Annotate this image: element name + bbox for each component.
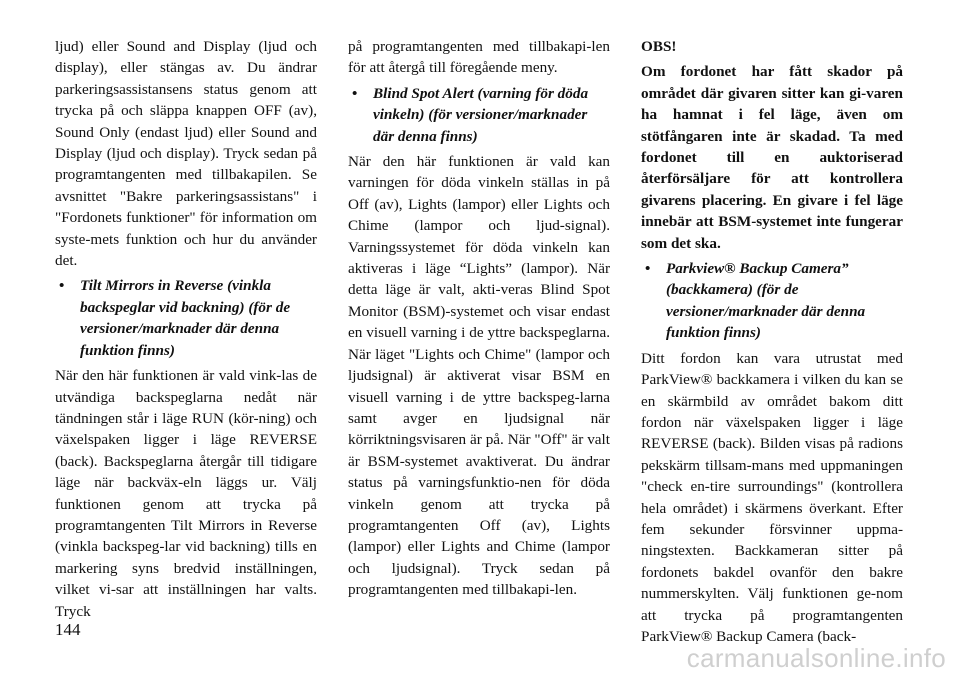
paragraph-parking-assist: ljud) eller Sound and Display (ljud och display), eller stängas av. Du ändrar parkeringsassistansens status genom att trycka på och släppa knappen OFF (av), Sound Only (endast ljud) eller Sound and Display (ljud och display). Tryck sedan på programtangenten med tillbakapilen. Se avsnittet "Bakre parkeringsassistans" i "Fordonets funktioner" för information om syste-mets funktion och hur du använder det. — [55, 38, 317, 270]
bullet-dot: • — [59, 277, 65, 295]
paragraph-parkview: Ditt fordon kan vara utrustat med ParkView® backkamera i vilken du kan se en skärmbild av området bakom ditt fordon när växelspaken ligger i läge REVERSE (back). Bilden visas på radions pekskärm tillsam-mans med uppmaningen "check en-tire surroundings" (kontrollera hela området) i skärmens överkant. Efter fem sekunder försvinner uppma-ningstexten. Backkameran sitter på fordonets bakdel ovanför den bakre nummerskylten. Välj funktionen ge-nom att trycka på programtangenten ParkView® Backup Camera (back- — [641, 349, 903, 645]
bullet-parkview-camera — [641, 258, 903, 344]
page-number: 144 — [55, 620, 81, 639]
text-column-2 — [348, 36, 610, 601]
paragraph-tilt-mirrors: När den här funktionen är vald vink-las de utvändiga backspeglarna nedåt när tändningen står i läge RUN (kör-ning) och växelspaken ligger i läge REVERSE (back). Backspeglarna återgår till tidigare läge när backväx-eln läggs ur. Välj funktionen genom att trycka på programtangenten Tilt Mirrors in Reverse (vinkla backspeg-lar vid backning) tills en markering syns bredvid inställningen, vilket vi-sar att inställningen har valts. Tryck — [55, 367, 317, 620]
bullet-heading-parkview: Parkview® Backup Camera” (backkamera) (för de versioner/marknader där denna funktion finns) — [666, 260, 866, 342]
text-column-3 — [641, 36, 903, 647]
paragraph-back-menu: på programtangenten med tillbakapi-len för att återgå till föregående meny. — [348, 38, 610, 77]
notice-text: Om fordonet har fått skador på området där givaren sitter kan gi-varen ha hamnat i fel läge, även om stötfångaren inte är skadad. Ta med fordonet till en auktoriserad återförsäljare för att kontrollera givarens placering. En givare i fel läge innebär att BSM-systemet inte fungerar som det ska. — [641, 63, 903, 252]
text-column-1 — [55, 36, 317, 622]
bullet-blind-spot-alert — [348, 83, 610, 147]
bullet-heading-blind-spot: Blind Spot Alert (varning för döda vinkeln) (för versioner/marknader där denna finns) — [373, 84, 589, 145]
bullet-dot: • — [645, 260, 651, 278]
bullet-dot: • — [352, 84, 358, 102]
bullet-heading-tilt-mirrors: Tilt Mirrors in Reverse (vinkla backspeglar vid backning) (för de versioner/marknader där denna funktion finns) — [80, 277, 291, 359]
watermark: carmanualsonline.info — [686, 643, 946, 673]
notice-title: OBS! — [641, 38, 677, 55]
paragraph-blind-spot: När den här funktionen är vald kan varningen för döda vinkeln ställas in på Off (av), Lights (lampor) eller Lights och Chime (lampor och ljud-signal). Varningssystemet för döda vinkeln kan aktiveras i läge “Lights” (lampor). När detta läge är valt, akti-veras Blind Spot Monitor (BSM)-systemet och visar endast en visuell varning i de yttre backspeglarna. När läget "Lights och Chime" (lampor och ljudsignal) är aktiverat visar BSM en visuell varning i de yttre backspeg-larna samt avger en ljudsignal när körriktningsvisaren är på. När "Off" är valt är BSM-systemet avaktiverat. Du ändrar status på varningsfunktio-nen för döda vinkeln genom att trycka på programtangenten Off (av), Lights (lampor) eller Lights and Chime (lampor och ljudsignal). Tryck sedan på programtangenten med tillbakapi-len. — [348, 153, 610, 599]
bullet-tilt-mirrors — [55, 275, 317, 361]
